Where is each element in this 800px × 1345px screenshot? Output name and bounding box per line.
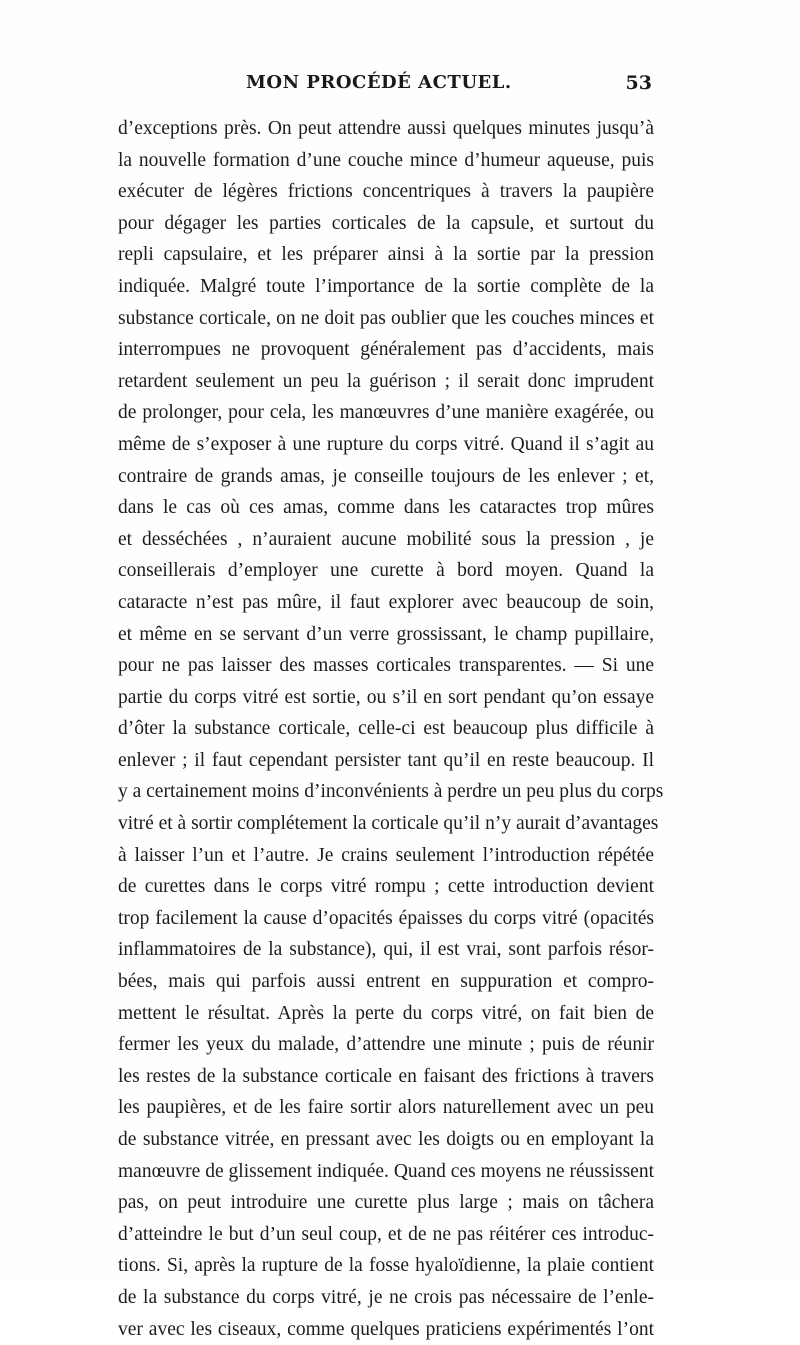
text-line: de curettes dans le corps vitré rompu ; cette introduction devient xyxy=(118,876,654,898)
text-line: cataracte n’est pas mûre, il faut explorer avec beaucoup de soin, xyxy=(118,591,654,613)
text-line: inflammatoires de la substance), qui, il est vrai, sont parfois résor- xyxy=(118,939,654,961)
running-title: MON PROCÉDÉ ACTUEL. xyxy=(246,72,512,93)
text-line: tions. Si, après la rupture de la fosse hyaloïdienne, la plaie contient xyxy=(118,1255,654,1277)
text-line: pour dégager les parties corticales de la capsule, et surtout du xyxy=(118,212,654,234)
text-line: et même en se servant d’un verre grossissant, le champ pupillaire, xyxy=(118,623,654,645)
text-line: à laisser l’un et l’autre. Je crains seulement l’introduction répétée xyxy=(118,844,654,866)
text-line: les restes de la substance corticale en faisant des frictions à travers xyxy=(118,1065,654,1087)
text-line: d’ôter la substance corticale, celle-ci est beaucoup plus difficile à xyxy=(118,718,654,740)
text-line: repli capsulaire, et les préparer ainsi à la sortie par la pression xyxy=(118,244,654,266)
text-line: la nouvelle formation d’une couche mince d’humeur aqueuse, puis xyxy=(118,149,654,171)
text-line: pour ne pas laisser des masses corticales transparentes. — Si une xyxy=(118,655,654,677)
text-line: mettent le résultat. Après la perte du corps vitré, on fait bien de xyxy=(118,1002,654,1024)
text-line: de la substance du corps vitré, je ne crois pas nécessaire de l’enle- xyxy=(118,1286,654,1308)
running-header xyxy=(118,72,652,102)
text-line: partie du corps vitré est sortie, ou s’il en sort pendant qu’on essaye xyxy=(118,686,654,708)
text-line: substance corticale, on ne doit pas oublier que les couches minces et xyxy=(118,307,654,329)
text-line: indiquée. Malgré toute l’importance de la sortie complète de la xyxy=(118,275,654,297)
text-line: conseillerais d’employer une curette à bord moyen. Quand la xyxy=(118,560,654,582)
text-line: de prolonger, pour cela, les manœuvres d’une manière exagérée, ou xyxy=(118,402,654,424)
text-line: les paupières, et de les faire sortir alors naturellement avec un peu xyxy=(118,1097,654,1119)
text-line: ver avec les ciseaux, comme quelques praticiens expérimentés l’ont xyxy=(118,1318,654,1340)
text-line: manœuvre de glissement indiquée. Quand ces moyens ne réussissent xyxy=(118,1160,654,1182)
text-line: exécuter de légères frictions concentriques à travers la paupière xyxy=(118,181,654,203)
text-line: de substance vitrée, en pressant avec les doigts ou en employant la xyxy=(118,1129,654,1150)
text-line: y a certainement moins d’inconvénients à perdre un peu plus du corps xyxy=(118,781,664,803)
text-line: retardent seulement un peu la guérison ; il serait donc imprudent xyxy=(118,370,654,392)
text-line: dans le cas où ces amas, comme dans les cataractes trop mûres xyxy=(118,497,654,519)
text-line: interrompues ne provoquent généralement pas d’accidents, mais xyxy=(118,339,654,361)
text-line: enlever ; il faut cependant persister tant qu’il en reste beaucoup. Il xyxy=(118,749,654,771)
text-line: fermer les yeux du malade, d’attendre une minute ; puis de réunir xyxy=(118,1034,654,1056)
text-line: vitré et à sortir complétement la corticale qu’il n’y aurait d’avantages xyxy=(118,813,659,835)
text-line: bées, mais qui parfois aussi entrent en suppuration et compro- xyxy=(118,971,654,993)
text-line: pas, on peut introduire une curette plus large ; mais on tâchera xyxy=(118,1192,654,1214)
text-line: d’exceptions près. On peut attendre aussi quelques minutes jusqu’à xyxy=(118,118,654,139)
text-line: et desséchées , n’auraient aucune mobilité sous la pression , je xyxy=(118,528,654,550)
body-paragraph xyxy=(118,113,664,1345)
page-number: 53 xyxy=(625,72,652,94)
text-line: contraire de grands amas, je conseille toujours de les enlever ; et, xyxy=(118,465,654,487)
text-line: trop facilement la cause d’opacités épaisses du corps vitré (opacités xyxy=(118,907,654,929)
text-line: d’atteindre le but d’un seul coup, et de ne pas réitérer ces introduc- xyxy=(118,1223,654,1245)
text-line: même de s’exposer à une rupture du corps vitré. Quand il s’agit au xyxy=(118,433,654,455)
